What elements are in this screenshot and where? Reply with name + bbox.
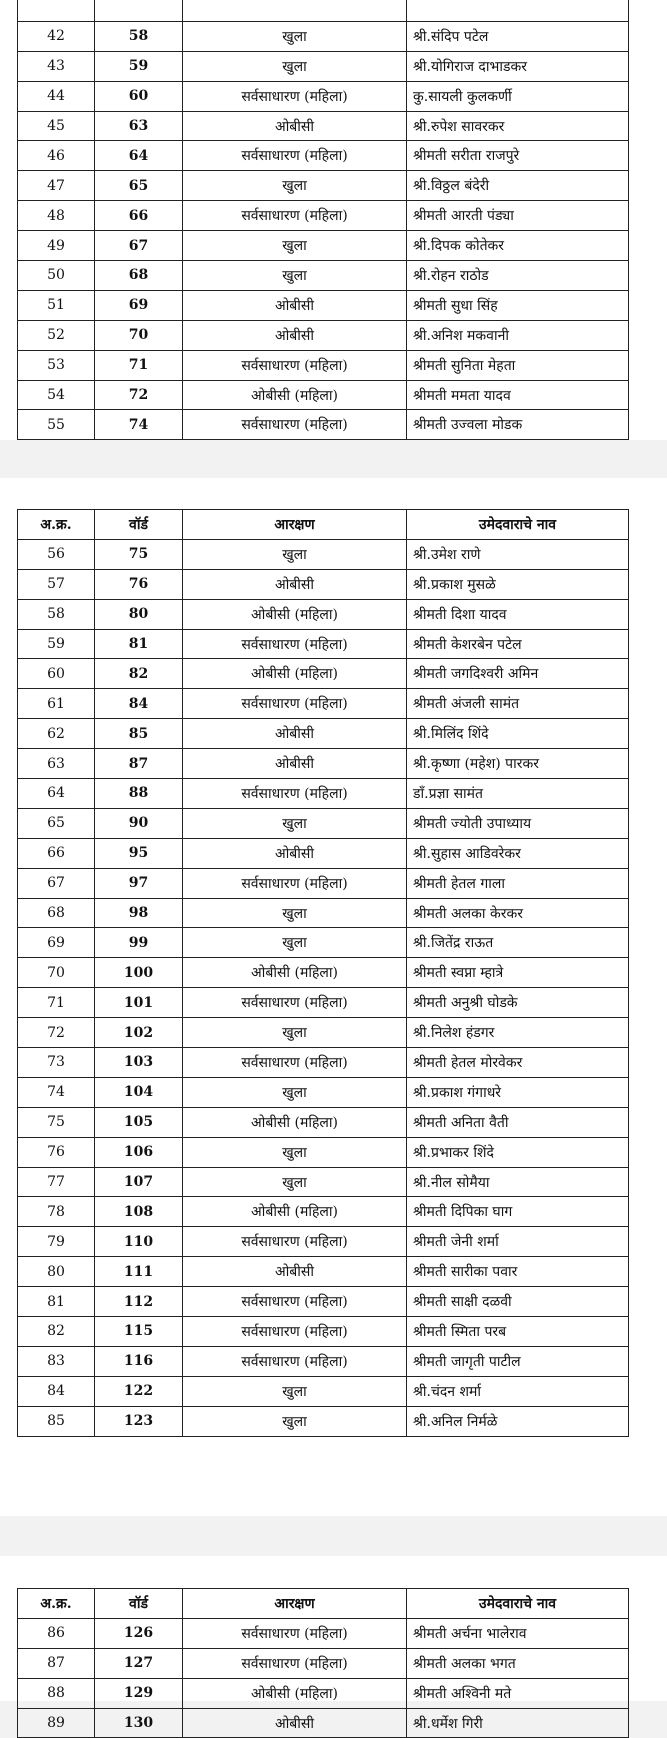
ward-cell: 72 [95,380,183,410]
serial-cell: 57 [18,569,95,599]
table-row [18,629,629,659]
ward-cell: 75 [95,539,183,569]
candidate-name-cell: श्रीमती सुधा सिंह [407,290,629,320]
candidate-name-cell: श्रीमती स्वप्ना म्हात्रे [407,958,629,988]
table-row [18,808,629,838]
table-row [18,868,629,898]
table-row [18,1167,629,1197]
table-header [18,510,629,540]
serial-cell: 60 [18,659,95,689]
serial-cell: 67 [18,868,95,898]
candidate-name-cell: श्रीमती हेतल गाला [407,868,629,898]
reservation-cell: ओबीसी [183,290,407,320]
ward-cell: 130 [95,1708,183,1738]
candidate-name-cell: श्री.अनिश मकवानी [407,320,629,350]
ward-cell: 111 [95,1257,183,1287]
ward-cell: 95 [95,838,183,868]
table-row [18,1018,629,1048]
ward-cell: 82 [95,659,183,689]
ward-cell: 65 [95,171,183,201]
serial-cell: 82 [18,1317,95,1347]
table-row [18,380,629,410]
ward-cell: 108 [95,1197,183,1227]
serial-cell: 44 [18,81,95,111]
reservation-cell: सर्वसाधारण (महिला) [183,141,407,171]
reservation-cell: सर्वसाधारण (महिला) [183,1317,407,1347]
ward-cell: 60 [95,81,183,111]
reservation-cell: खुला [183,928,407,958]
table-row [18,320,629,350]
ward-cell: 122 [95,1376,183,1406]
ward-cell: 105 [95,1107,183,1137]
serial-cell: 73 [18,1048,95,1078]
ward-cell: 123 [95,1406,183,1436]
serial-cell: 70 [18,958,95,988]
serial-cell: 53 [18,350,95,380]
serial-cell: 61 [18,689,95,719]
candidate-name-cell: श्रीमती अलका भगत [407,1648,629,1678]
header-ward: वॉर्ड [95,1589,183,1619]
reservation-cell: ओबीसी (महिला) [183,1678,407,1708]
table-body [18,1618,629,1738]
ward-cell: 115 [95,1317,183,1347]
candidate-name-cell: श्रीमती ममता यादव [407,380,629,410]
serial-cell: 46 [18,141,95,171]
serial-cell: 63 [18,749,95,779]
candidate-name-cell: श्री.धर्मेश गिरी [407,1708,629,1738]
reservation-cell: ओबीसी [183,1257,407,1287]
reservation-cell: खुला [183,21,407,51]
reservation-cell: ओबीसी [183,111,407,141]
reservation-cell: सर्वसाधारण (महिला) [183,201,407,231]
reservation-cell: ओबीसी [183,719,407,749]
candidate-name-cell: श्रीमती साक्षी दळवी [407,1287,629,1317]
table-row [18,1618,629,1648]
ward-cell: 84 [95,689,183,719]
reservation-cell: सर्वसाधारण (महिला) [183,629,407,659]
serial-cell: 83 [18,1346,95,1376]
serial-cell: 42 [18,21,95,51]
serial-cell: 69 [18,928,95,958]
header-row [18,1589,629,1619]
table-row [18,749,629,779]
serial-cell: 64 [18,779,95,809]
table-row [18,1257,629,1287]
candidate-name-cell: श्रीमती जागृती पाटील [407,1346,629,1376]
table-header [18,1589,629,1619]
table-row [18,0,629,21]
serial-cell: 48 [18,201,95,231]
serial-cell: 43 [18,51,95,81]
candidate-name-cell: श्रीमती अश्विनी मते [407,1678,629,1708]
candidate-name-cell: श्रीमती दिपिका घाग [407,1197,629,1227]
table-row [18,231,629,261]
reservation-cell: खुला [183,1137,407,1167]
candidate-name-cell: श्रीमती हेतल मोरवेकर [407,1048,629,1078]
ward-cell: 104 [95,1077,183,1107]
table-row [18,719,629,749]
reservation-cell: खुला [183,808,407,838]
table-row [18,171,629,201]
serial-cell: 45 [18,111,95,141]
ward-cell: 76 [95,569,183,599]
candidate-name-cell: श्रीमती अर्चना भालेराव [407,1618,629,1648]
serial-cell: 74 [18,1077,95,1107]
candidate-name-cell: श्री.नील सोमैया [407,1167,629,1197]
serial-cell: 65 [18,808,95,838]
reservation-cell: ओबीसी [183,749,407,779]
serial-cell: 47 [18,171,95,201]
serial-cell: 77 [18,1167,95,1197]
ward-cell: 98 [95,898,183,928]
reservation-cell: खुला [183,1167,407,1197]
reservation-cell: ओबीसी [183,569,407,599]
ward-cell: 110 [95,1227,183,1257]
candidate-name-cell: श्री.उमेश राणे [407,539,629,569]
candidate-name-cell: श्री.प्रकाश मुसळे [407,569,629,599]
table-row [18,539,629,569]
candidate-name-cell: श्री.निलेश हंडगर [407,1018,629,1048]
table-row [18,569,629,599]
document-page-3 [0,1556,667,1732]
serial-cell: 79 [18,1227,95,1257]
reservation-cell: सर्वसाधारण (महिला) [183,1287,407,1317]
reservation-cell: ओबीसी (महिला) [183,599,407,629]
table-row [18,350,629,380]
serial-cell: 51 [18,290,95,320]
candidate-table-3 [17,1588,629,1738]
header-reservation: आरक्षण [183,510,407,540]
table-row [18,958,629,988]
table-body [18,0,629,440]
candidate-name-cell: श्री.संदिप पटेल [407,21,629,51]
reservation-cell: सर्वसाधारण (महिला) [183,81,407,111]
table-row [18,1107,629,1137]
table-row [18,1406,629,1436]
table-row [18,779,629,809]
serial-cell: 52 [18,320,95,350]
ward-cell: 106 [95,1137,183,1167]
serial-cell [18,0,95,21]
ward-cell: 71 [95,350,183,380]
ward-cell: 102 [95,1018,183,1048]
table-row [18,1678,629,1708]
reservation-cell [183,0,407,21]
ward-cell: 107 [95,1167,183,1197]
ward-cell: 116 [95,1346,183,1376]
table-row [18,689,629,719]
ward-cell: 127 [95,1648,183,1678]
reservation-cell: खुला [183,261,407,291]
ward-cell [95,0,183,21]
reservation-cell: खुला [183,1018,407,1048]
ward-cell: 101 [95,988,183,1018]
ward-cell: 66 [95,201,183,231]
header-serial: अ.क्र. [18,510,95,540]
serial-cell: 88 [18,1678,95,1708]
serial-cell: 50 [18,261,95,291]
reservation-cell: ओबीसी (महिला) [183,380,407,410]
serial-cell: 85 [18,1406,95,1436]
table-row [18,1346,629,1376]
table-row [18,201,629,231]
candidate-name-cell: कु.सायली कुलकर्णी [407,81,629,111]
reservation-cell: ओबीसी (महिला) [183,1107,407,1137]
table-row [18,599,629,629]
serial-cell: 81 [18,1287,95,1317]
serial-cell: 72 [18,1018,95,1048]
reservation-cell: खुला [183,1077,407,1107]
table-row [18,410,629,440]
ward-cell: 97 [95,868,183,898]
candidate-name-cell: श्रीमती सारीका पवार [407,1257,629,1287]
candidate-name-cell: श्री.कृष्णा (महेश) पारकर [407,749,629,779]
reservation-cell: खुला [183,1376,407,1406]
candidate-name-cell: श्री.जितेंद्र राऊत [407,928,629,958]
reservation-cell: खुला [183,898,407,928]
serial-cell: 75 [18,1107,95,1137]
header-reservation: आरक्षण [183,1589,407,1619]
table-row [18,1648,629,1678]
reservation-cell: ओबीसी (महिला) [183,958,407,988]
ward-cell: 80 [95,599,183,629]
reservation-cell: सर्वसाधारण (महिला) [183,410,407,440]
candidate-name-cell: श्री.अनिल निर्मळे [407,1406,629,1436]
table-row [18,1287,629,1317]
table-row [18,1376,629,1406]
candidate-name-cell: श्री.चंदन शर्मा [407,1376,629,1406]
ward-cell: 103 [95,1048,183,1078]
reservation-cell: खुला [183,51,407,81]
table-row [18,51,629,81]
table-row [18,898,629,928]
reservation-cell: सर्वसाधारण (महिला) [183,1346,407,1376]
serial-cell: 84 [18,1376,95,1406]
table-row [18,838,629,868]
table-row [18,1197,629,1227]
candidate-name-cell: श्रीमती ज्योती उपाध्याय [407,808,629,838]
serial-cell: 62 [18,719,95,749]
reservation-cell: ओबीसी (महिला) [183,1197,407,1227]
candidate-name-cell: श्रीमती केशरबेन पटेल [407,629,629,659]
serial-cell: 59 [18,629,95,659]
ward-cell: 90 [95,808,183,838]
ward-cell: 68 [95,261,183,291]
reservation-cell: सर्वसाधारण (महिला) [183,868,407,898]
candidate-name-cell: श्रीमती जेनी शर्मा [407,1227,629,1257]
table-row [18,290,629,320]
table-row [18,1077,629,1107]
ward-cell: 129 [95,1678,183,1708]
ward-cell: 99 [95,928,183,958]
reservation-cell: सर्वसाधारण (महिला) [183,988,407,1018]
table-row [18,659,629,689]
serial-cell: 68 [18,898,95,928]
header-row [18,510,629,540]
candidate-name-cell: श्री.रोहन राठोड [407,261,629,291]
table-row [18,1708,629,1738]
reservation-cell: सर्वसाधारण (महिला) [183,1227,407,1257]
reservation-cell: सर्वसाधारण (महिला) [183,779,407,809]
reservation-cell: ओबीसी (महिला) [183,659,407,689]
candidate-name-cell: श्री.दिपक कोतेकर [407,231,629,261]
candidate-name-cell: श्री.विठ्ठल बंदेरी [407,171,629,201]
reservation-cell: ओबीसी [183,1708,407,1738]
candidate-name-cell: श्री.सुहास आडिवरेकर [407,838,629,868]
serial-cell: 55 [18,410,95,440]
candidate-name-cell: श्री.मिलिंद शिंदे [407,719,629,749]
serial-cell: 76 [18,1137,95,1167]
candidate-name-cell: श्रीमती जगदिश्वरी अमिन [407,659,629,689]
reservation-cell: सर्वसाधारण (महिला) [183,350,407,380]
ward-cell: 70 [95,320,183,350]
table-row [18,928,629,958]
table-row [18,111,629,141]
reservation-cell: खुला [183,231,407,261]
header-ward: वॉर्ड [95,510,183,540]
serial-cell: 56 [18,539,95,569]
document-page-2 [0,478,667,1516]
serial-cell: 80 [18,1257,95,1287]
ward-cell: 69 [95,290,183,320]
table-row [18,1137,629,1167]
header-candidate: उमेदवाराचे नाव [407,510,629,540]
ward-cell: 81 [95,629,183,659]
header-serial: अ.क्र. [18,1589,95,1619]
candidate-name-cell: श्रीमती आरती पंड्या [407,201,629,231]
table-row [18,141,629,171]
reservation-cell: सर्वसाधारण (महिला) [183,1618,407,1648]
ward-cell: 64 [95,141,183,171]
serial-cell: 87 [18,1648,95,1678]
candidate-name-cell: श्रीमती उज्वला मोडक [407,410,629,440]
candidate-table-2 [17,509,629,1437]
reservation-cell: खुला [183,539,407,569]
reservation-cell: ओबीसी [183,320,407,350]
candidate-name-cell: श्री.योगिराज दाभाडकर [407,51,629,81]
serial-cell: 49 [18,231,95,261]
candidate-name-cell: श्रीमती अंजली सामंत [407,689,629,719]
ward-cell: 63 [95,111,183,141]
table-row [18,21,629,51]
reservation-cell: ओबीसी [183,838,407,868]
serial-cell: 86 [18,1618,95,1648]
table-body [18,539,629,1436]
candidate-name-cell: श्रीमती अनिता वैती [407,1107,629,1137]
ward-cell: 126 [95,1618,183,1648]
table-row [18,81,629,111]
table-row [18,1317,629,1347]
ward-cell: 67 [95,231,183,261]
serial-cell: 78 [18,1197,95,1227]
candidate-name-cell: श्रीमती अनुश्री घोडके [407,988,629,1018]
reservation-cell: सर्वसाधारण (महिला) [183,1648,407,1678]
ward-cell: 87 [95,749,183,779]
ward-cell: 58 [95,21,183,51]
candidate-name-cell: श्रीमती स्मिता परब [407,1317,629,1347]
table-row [18,1048,629,1078]
serial-cell: 66 [18,838,95,868]
candidate-name-cell: श्रीमती दिशा यादव [407,599,629,629]
candidate-name-cell: श्री.प्रकाश गंगाधरे [407,1077,629,1107]
serial-cell: 58 [18,599,95,629]
candidate-table-1 [17,0,629,440]
ward-cell: 74 [95,410,183,440]
table-row [18,1227,629,1257]
reservation-cell: खुला [183,171,407,201]
header-candidate: उमेदवाराचे नाव [407,1589,629,1619]
reservation-cell: खुला [183,1406,407,1436]
serial-cell: 71 [18,988,95,1018]
candidate-name-cell: श्री.प्रभाकर शिंदे [407,1137,629,1167]
ward-cell: 88 [95,779,183,809]
candidate-name-cell [407,0,629,21]
table-row [18,261,629,291]
ward-cell: 85 [95,719,183,749]
ward-cell: 112 [95,1287,183,1317]
reservation-cell: सर्वसाधारण (महिला) [183,1048,407,1078]
table-row [18,988,629,1018]
ward-cell: 59 [95,51,183,81]
serial-cell: 54 [18,380,95,410]
document-page-1 [0,0,667,440]
candidate-name-cell: श्री.रुपेश सावरकर [407,111,629,141]
candidate-name-cell: श्रीमती अलका केरकर [407,898,629,928]
candidate-name-cell: श्रीमती सुनिता मेहता [407,350,629,380]
serial-cell: 89 [18,1708,95,1738]
candidate-name-cell: डॉं.प्रज्ञा सामंत [407,779,629,809]
reservation-cell: सर्वसाधारण (महिला) [183,689,407,719]
candidate-name-cell: श्रीमती सरीता राजपुरे [407,141,629,171]
ward-cell: 100 [95,958,183,988]
